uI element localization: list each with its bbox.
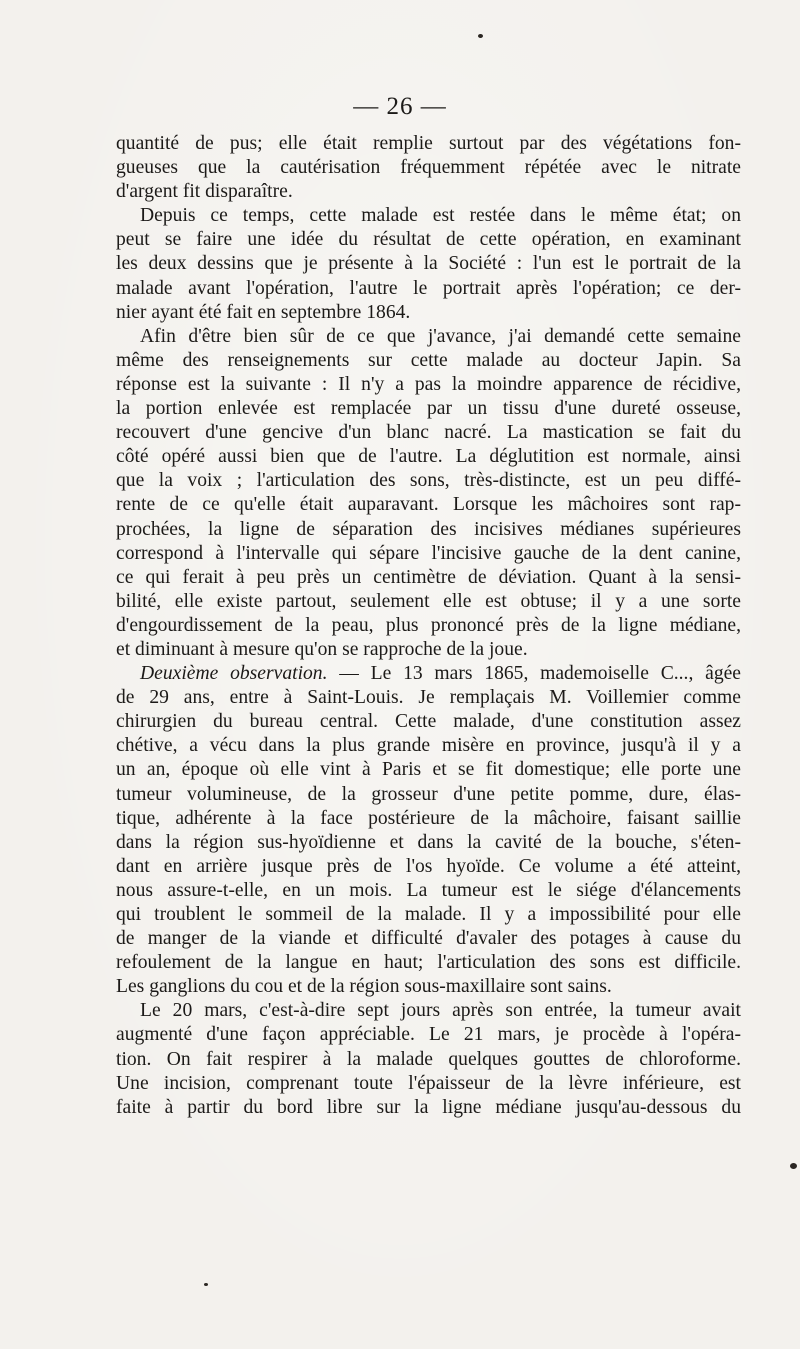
- paragraph-2-line-4: malade avant l'opération, l'autre le portrait après l'opération; ce der-: [116, 277, 741, 299]
- paragraph-4-line-1-text: — Le 13 mars 1865, mademoiselle C..., âgée: [339, 663, 742, 685]
- paragraph-4-line-13: refoulement de la langue en haut; l'articulation des sons est difficile.: [116, 952, 741, 974]
- paragraph-3-line-12: bilité, elle existe partout, seulement elle est obtuse; il y a une sorte: [116, 590, 741, 612]
- paragraph-4-line-6: tumeur volumineuse, de la grosseur d'une petite pomme, dure, élas-: [116, 783, 741, 805]
- paragraph-4-line-4: chétive, a vécu dans la plus grande misère en province, jusqu'à il y a: [116, 735, 741, 757]
- paragraph-4-line-11: qui troublent le sommeil de la malade. Il y a impossibilité pour elle: [116, 904, 741, 925]
- paragraph-3-line-13: d'engourdissement de la peau, plus prononcé près de la ligne médiane,: [116, 614, 741, 636]
- observation-title: Deuxième observation.: [140, 663, 328, 685]
- page-number: — 26 —: [353, 93, 447, 120]
- paragraph-3-line-6: côté opéré aussi bien que de l'autre. La déglutition est normale, ainsi: [116, 446, 741, 468]
- paragraph-4-line-9: dant en arrière jusque près de l'os hyoïde. Ce volume a été atteint,: [116, 855, 741, 877]
- paragraph-5-line-4: Une incision, comprenant toute l'épaisseur de la lèvre inférieure, est: [116, 1072, 741, 1094]
- paragraph-3-line-1: Afin d'être bien sûr de ce que j'avance, j'ai demandé cette semaine: [140, 325, 741, 347]
- paragraph-1-line-1: quantité de pus; elle était remplie surtout par des végétations fon-: [116, 133, 741, 154]
- paragraph-5-line-2: augmenté d'une façon appréciable. Le 21 mars, je procède à l'opéra-: [116, 1024, 741, 1046]
- paragraph-3-line-5: recouvert d'une gencive d'un blanc nacré. La mastication se fait du: [116, 422, 741, 444]
- paragraph-4-line-1: [116, 662, 741, 686]
- paragraph-5-line-3: tion. On fait respirer à la malade quelques gouttes de chloroforme.: [116, 1048, 741, 1070]
- paragraph-5-line-5: faite à partir du bord libre sur la ligne médiane jusqu'au-dessous du: [116, 1096, 741, 1118]
- paragraph-4-line-12: de manger de la viande et difficulté d'avaler des potages à cause du: [116, 928, 741, 950]
- paragraph-3-line-2: même des renseignements sur cette malade au docteur Japin. Sa: [116, 349, 741, 371]
- paragraph-3-line-7: que la voix ; l'articulation des sons, très-distincte, est un peu diffé-: [116, 470, 741, 492]
- paragraph-4-line-5: un an, époque où elle vint à Paris et se fit domestique; elle porte une: [116, 759, 741, 781]
- paragraph-3-line-9: prochées, la ligne de séparation des incisives médianes supérieures: [116, 518, 741, 540]
- paragraph-1-line-2: gueuses que la cautérisation fréquemment répétée avec le nitrate: [116, 157, 741, 179]
- paragraph-4-line-8: dans la région sus-hyoïdienne et dans la cavité de la bouche, s'éten-: [116, 831, 741, 853]
- paragraph-4-line-2: de 29 ans, entre à Saint-Louis. Je remplaçais M. Voillemier comme: [116, 687, 741, 709]
- paragraph-4-line-14: Les ganglions du cou et de la région sous-maxillaire sont sains.: [116, 976, 612, 998]
- ink-speck: [790, 1163, 797, 1169]
- paragraph-3-line-14: et diminuant à mesure qu'on se rapproche de la joue.: [116, 638, 528, 660]
- paragraph-3-line-10: correspond à l'intervalle qui sépare l'incisive gauche de la dent canine,: [116, 542, 741, 564]
- ink-speck: [478, 34, 483, 38]
- paragraph-2-line-2: peut se faire une idée du résultat de cette opération, en examinant: [116, 229, 741, 251]
- paragraph-2-line-5: nier ayant été fait en septembre 1864.: [116, 301, 411, 323]
- paragraph-5-line-1: Le 20 mars, c'est-à-dire sept jours après son entrée, la tumeur avait: [140, 1000, 741, 1022]
- paragraph-3-line-4: la portion enlevée est remplacée par un tissu d'une dureté osseuse,: [116, 398, 741, 420]
- paragraph-4-line-7: tique, adhérente à la face postérieure de la mâchoire, faisant saillie: [116, 807, 741, 829]
- paragraph-2-line-3: les deux dessins que je présente à la Société : l'un est le portrait de la: [116, 253, 741, 275]
- ink-speck: [204, 1283, 208, 1286]
- body-text: [116, 132, 741, 1120]
- paragraph-2-line-1: Depuis ce temps, cette malade est restée dans le même état; on: [140, 205, 741, 227]
- paragraph-3-line-8: rente de ce qu'elle était auparavant. Lorsque les mâchoires sont rap-: [116, 494, 741, 516]
- paragraph-4-line-3: chirurgien du bureau central. Cette malade, d'une constitution assez: [116, 711, 741, 733]
- paragraph-1-line-3: d'argent fit disparaître.: [116, 181, 293, 203]
- paragraph-4-line-10: nous assure-t-elle, en un mois. La tumeur est le siége d'élancements: [116, 879, 741, 901]
- paragraph-3-line-3: réponse est la suivante : Il n'y a pas la moindre apparence de récidive,: [116, 373, 741, 395]
- paragraph-3-line-11: ce qui ferait à peu près un centimètre de déviation. Quant à la sensi-: [116, 566, 741, 588]
